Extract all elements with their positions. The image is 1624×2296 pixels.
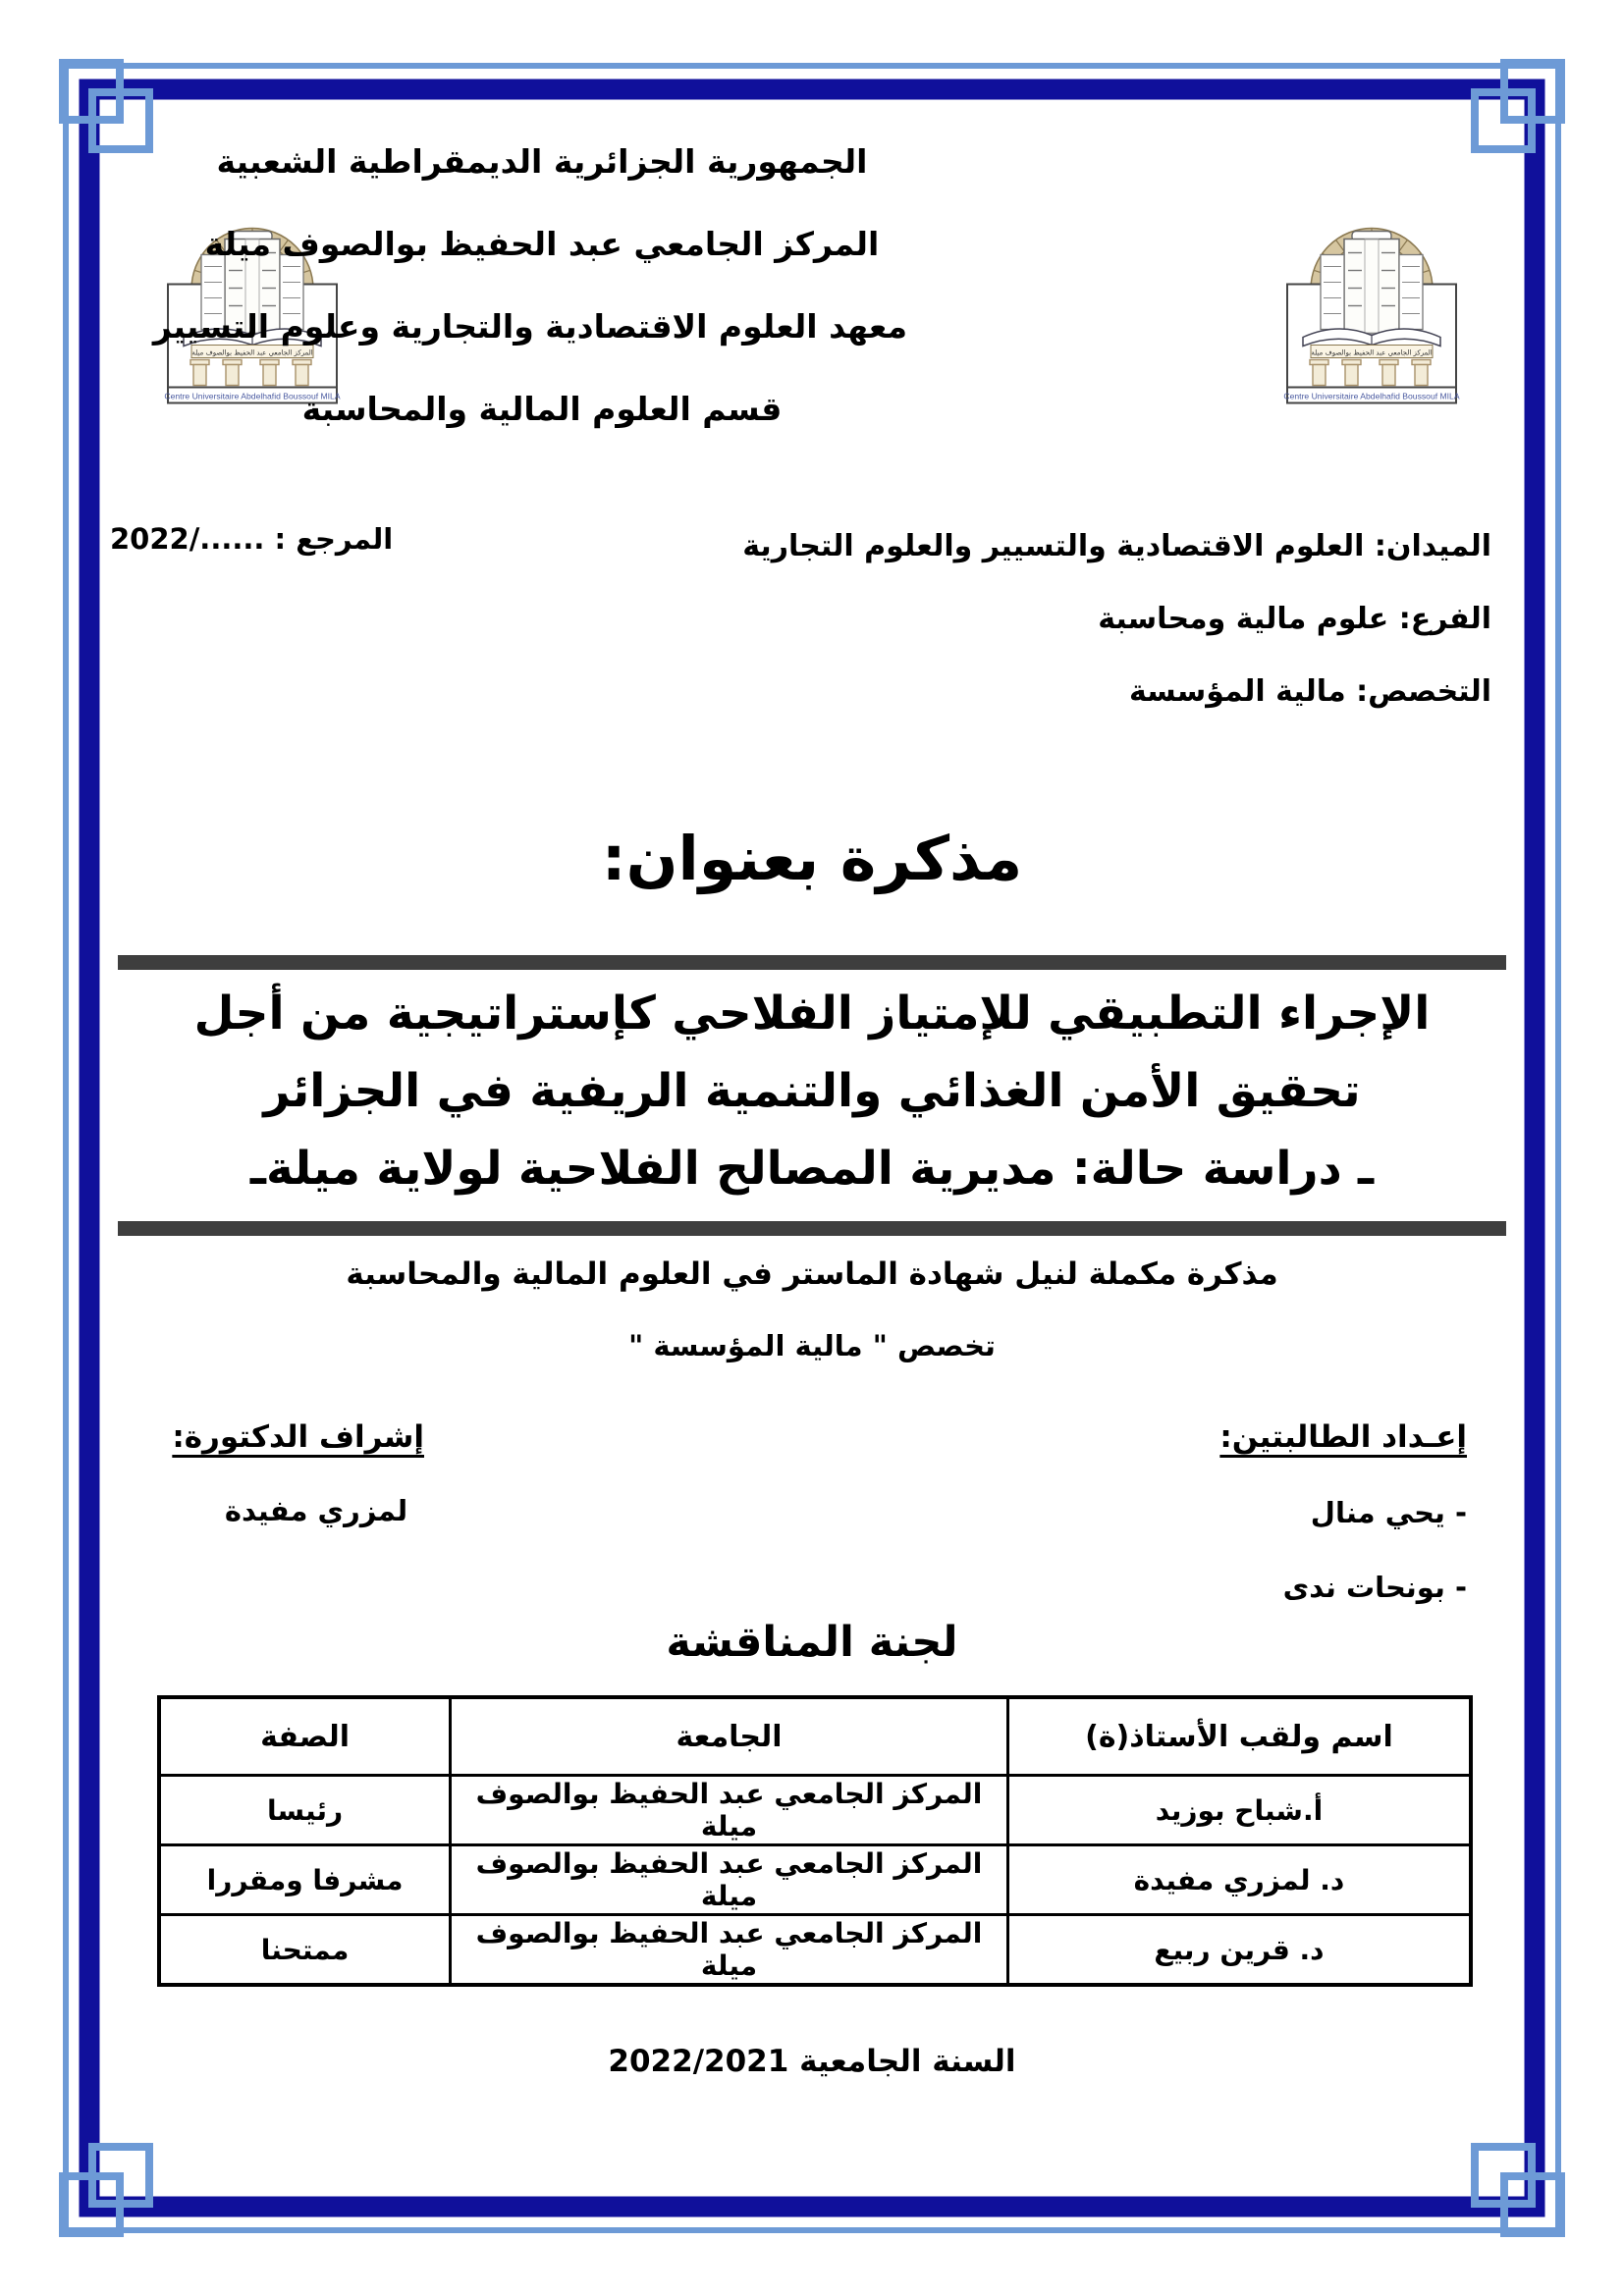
logo-latin-caption: Centre Universitaire Abdelhafid Boussouf MILA bbox=[1283, 391, 1460, 401]
students-block bbox=[1219, 1419, 1467, 1604]
table-row bbox=[159, 1915, 1471, 1986]
professor-name: د. لمزري مفيدة bbox=[1007, 1845, 1471, 1915]
department-line: قسم العلوم المالية والمحاسبة bbox=[301, 390, 783, 428]
table-header-row bbox=[159, 1697, 1471, 1776]
republic-line: الجمهورية الجزائرية الديمقراطية الشعبية bbox=[216, 142, 868, 181]
professor-role: مشرفا ومقررا bbox=[159, 1845, 451, 1915]
supervisor-heading: إشراف الدكتورة: bbox=[172, 1419, 424, 1455]
column-header-name: اسم ولقب الأستاذ(ة) bbox=[1007, 1697, 1471, 1776]
professor-university: المركز الجامعي عبد الحفيظ بوالصوف ميلة bbox=[451, 1776, 1008, 1845]
professor-name: أ.شباح بوزيد bbox=[1007, 1776, 1471, 1845]
student-name: - بونحات ندى bbox=[1282, 1571, 1467, 1604]
professor-role: ممتحنا bbox=[159, 1915, 451, 1986]
committee-heading: لجنة المناقشة bbox=[666, 1618, 958, 1667]
institution-header bbox=[152, 121, 907, 451]
logo-arabic-caption: المركز الجامعي عبد الحفيظ بوالصوف ميلة bbox=[1311, 348, 1433, 357]
table-row bbox=[159, 1776, 1471, 1845]
field-domain: الميدان: العلوم الاقتصادية والتسيير والعلوم التجارية bbox=[742, 529, 1491, 563]
memo-heading: مذكرة بعنوان: bbox=[601, 823, 1023, 894]
university-logo-icon bbox=[1273, 196, 1470, 410]
field-specialty: التخصص: مالية المؤسسة bbox=[1128, 674, 1491, 709]
committee-table bbox=[157, 1695, 1473, 1987]
professor-university: المركز الجامعي عبد الحفيظ بوالصوف ميلة bbox=[451, 1915, 1008, 1986]
committee-table-wrap bbox=[157, 1695, 1473, 1987]
student-name: - يحي منال bbox=[1310, 1496, 1467, 1529]
column-header-role: الصفة bbox=[159, 1697, 451, 1776]
table-row bbox=[159, 1845, 1471, 1915]
professor-university: المركز الجامعي عبد الحفيظ بوالصوف ميلة bbox=[451, 1845, 1008, 1915]
thesis-title bbox=[98, 975, 1526, 1207]
title-divider-top bbox=[118, 955, 1506, 970]
degree-subtitle: مذكرة مكملة لنيل شهادة الماستر في العلوم المالية والمحاسبة bbox=[346, 1256, 1278, 1292]
specialty-subtitle: تخصص " مالية المؤسسة " bbox=[628, 1329, 996, 1362]
academic-year: السنة الجامعية 2022/2021 bbox=[608, 2044, 1016, 2079]
thesis-title-line3: ـ دراسة حالة: مديرية المصالح الفلاحية لولاية ميلةـ bbox=[249, 1142, 1375, 1196]
study-field-block bbox=[491, 510, 1491, 728]
students-heading: إعـداد الطالبتين: bbox=[1219, 1419, 1467, 1455]
supervisor-block bbox=[172, 1419, 424, 1527]
logo-arabic-caption: المركز الجامعي عبد الحفيظ بوالصوف ميلة bbox=[191, 348, 313, 357]
column-header-university: الجامعة bbox=[451, 1697, 1008, 1776]
supervisor-name: لمزري مفيدة bbox=[224, 1494, 408, 1527]
professor-role: رئيسا bbox=[159, 1776, 451, 1845]
professor-name: د. قرين ربيع bbox=[1007, 1915, 1471, 1986]
reference-number: المرجع : ....../2022 bbox=[110, 522, 394, 556]
thesis-title-line2: تحقيق الأمن الغذائي والتنمية الريفية في الجزائر bbox=[263, 1064, 1361, 1118]
institute-line: معهد العلوم الاقتصادية والتجارية وعلوم التسيير bbox=[152, 307, 907, 346]
logo-latin-caption: Centre Universitaire Abdelhafid Boussouf MILA bbox=[164, 391, 341, 401]
title-divider-bottom bbox=[118, 1221, 1506, 1236]
field-branch: الفرع: علوم مالية ومحاسبة bbox=[1098, 602, 1491, 636]
thesis-title-line1: الإجراء التطبيقي للإمتياز الفلاحي كإستراتيجية من أجل bbox=[193, 987, 1431, 1041]
university-line: المركز الجامعي عبد الحفيظ بوالصوف ميلة bbox=[204, 225, 880, 263]
